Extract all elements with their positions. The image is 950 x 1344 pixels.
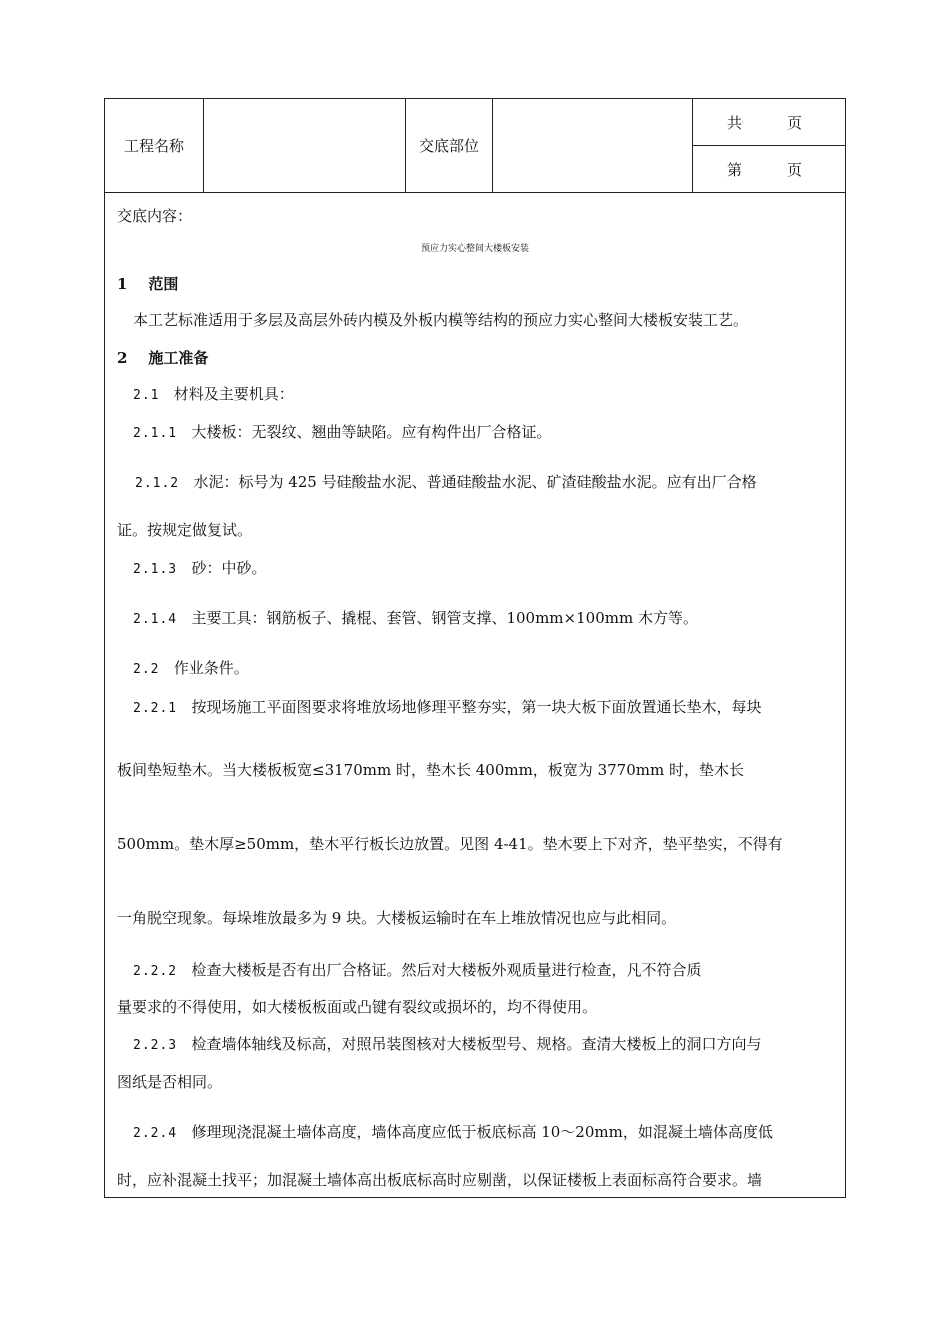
content-label: 交底内容： <box>117 207 193 225</box>
item-2-2-1-line3: 500mm。垫木厚≥50mm，垫木平行板长边放置。见图 4-41。垫木要上下对齐，垫平垫实，不得有 <box>117 835 783 853</box>
item-2-2: 2.2 作业条件。 <box>133 659 249 677</box>
item-2-1-2-cont: 证。按规定做复试。 <box>117 521 253 539</box>
disclosure-form <box>104 98 846 1198</box>
item-2-2-4: 2.2.4 修理现浇混凝土墙体高度，墙体高度应低于板底标高 10～20mm，如混凝土墙体高度低 <box>133 1123 773 1141</box>
page-number: 第 页 <box>727 161 803 179</box>
item-2-2-1-line4: 一角脱空现象。每垛堆放最多为 9 块。大楼板运输时在车上堆放情况也应与此相同。 <box>117 909 677 927</box>
item-2-1-4: 2.1.4 主要工具：钢筋板子、撬棍、套管、钢管支撑、100mm×100mm 木方等。 <box>133 609 698 627</box>
scope-paragraph: 本工艺标准适用于多层及高层外砖内模及外板内模等结构的预应力实心整间大楼板安装工艺。 <box>133 311 749 329</box>
item-2-1: 2.1 材料及主要机具： <box>133 385 294 403</box>
item-2-1-2: 2.1.2 水泥：标号为 425 号硅酸盐水泥、普通硅酸盐水泥、矿渣硅酸盐水泥。应有出厂合格 <box>135 473 757 491</box>
page-count-box <box>693 99 845 192</box>
total-pages: 共 页 <box>693 99 845 146</box>
item-2-2-2-cont: 量要求的不得使用，如大楼板板面或凸键有裂纹或损坏的，均不得使用。 <box>117 998 598 1016</box>
item-2-2-2: 2.2.2 检查大楼板是否有出厂合格证。然后对大楼板外观质量进行检查，凡不符合质 <box>133 961 702 979</box>
item-2-2-3: 2.2.3 检查墙体轴线及标高，对照吊装图核对大楼板型号、规格。查清大楼板上的洞口方向与 <box>133 1035 762 1053</box>
item-2-1-1: 2.1.1 大楼板：无裂纹、翘曲等缺陷。应有构件出厂合格证。 <box>133 423 552 441</box>
project-name-label: 工程名称 <box>105 99 204 192</box>
item-2-2-1-line2: 板间垫短垫木。当大楼板板宽≤3170mm 时，垫木长 400mm，板宽为 3770mm 时，垫木长 <box>117 761 744 779</box>
item-2-2-4-cont: 时，应补混凝土找平；加混凝土墙体高出板底标高时应剔凿，以保证楼板上表面标高符合要求。墙 <box>117 1171 763 1189</box>
section-2-heading: 2 施工准备 <box>117 349 209 367</box>
section-1-heading: 1 范围 <box>117 275 179 293</box>
project-name-field <box>204 99 406 192</box>
item-2-2-1: 2.2.1 按现场施工平面图要求将堆放场地修理平整夯实，第一块大板下面放置通长垫木，每块 <box>133 698 762 716</box>
document-title: 预应力实心整间大楼板安装 <box>420 244 529 254</box>
item-2-2-3-cont: 图纸是否相同。 <box>117 1073 223 1091</box>
disclosure-location-label: 交底部位 <box>406 99 493 192</box>
disclosure-location-field <box>493 99 693 192</box>
form-header <box>105 99 845 193</box>
item-2-1-3: 2.1.3 砂：中砂。 <box>133 559 267 577</box>
